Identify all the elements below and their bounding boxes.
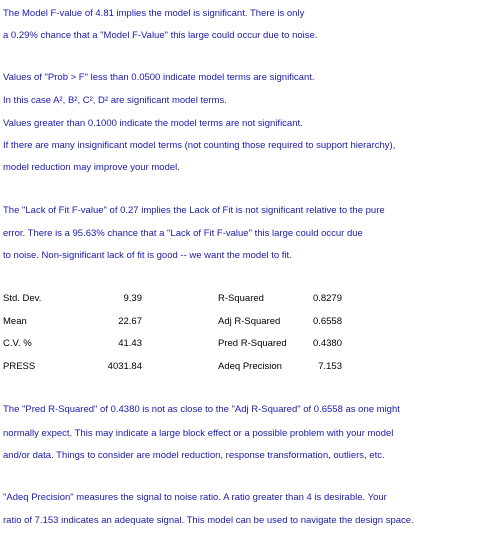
lack-of-fit-note-line-2: error. There is a 95.63% chance that a "Lack of Fit F-value" this large could occur due — [3, 228, 363, 239]
prob-note-line-1: Values of "Prob > F" less than 0.0500 indicate model terms are significant. — [3, 72, 315, 83]
mean-label: Mean — [3, 316, 27, 327]
lack-of-fit-note-line-3: to noise. Non-significant lack of fit is good -- we want the model to fit. — [3, 250, 292, 261]
press-value: 4031.84 — [107, 361, 142, 372]
cv-percent-label: C.V. % — [3, 338, 32, 349]
std-dev-label: Std. Dev. — [3, 293, 42, 304]
r-squared-label: R-Squared — [218, 293, 264, 304]
adeq-precision-label: Adeq Precision — [218, 361, 282, 372]
model-f-note-line-1: The Model F-value of 4.81 implies the model is significant. There is only — [3, 8, 305, 19]
r-squared-value: 0.8279 — [312, 293, 342, 304]
press-label: PRESS — [3, 361, 36, 372]
adj-r-squared-label: Adj R-Squared — [218, 316, 281, 327]
lack-of-fit-note-line-1: The "Lack of Fit F-value" of 0.27 implies the Lack of Fit is not significant relative to the pure — [3, 205, 385, 216]
adeq-precision-note-line-1: "Adeq Precision" measures the signal to noise ratio. A ratio greater than 4 is desirable. Your — [3, 492, 387, 503]
adeq-precision-note-line-2: ratio of 7.153 indicates an adequate signal. This model can be used to navigate the design space. — [3, 515, 414, 526]
pred-r-squared-note-line-2: normally expect. This may indicate a large block effect or a possible problem with your model — [3, 428, 394, 439]
pred-r-squared-label: Pred R-Squared — [218, 338, 287, 349]
model-f-note-line-2: a 0.29% chance that a "Model F-Value" this large could occur due to noise. — [3, 30, 318, 41]
pred-r-squared-note-line-3: and/or data. Things to consider are model reduction, response transformation, outliers, etc. — [3, 450, 385, 461]
pred-r-squared-note-line-1: The "Pred R-Squared" of 0.4380 is not as close to the "Adj R-Squared" of 0.6558 as one might — [3, 404, 400, 415]
adeq-precision-value: 7.153 — [318, 361, 342, 372]
prob-note-line-2: In this case A², B², C², D² are significant model terms. — [3, 95, 227, 106]
adj-r-squared-value: 0.6558 — [312, 316, 342, 327]
prob-note-line-4: If there are many insignificant model terms (not counting those required to support hierarchy), — [3, 140, 396, 151]
std-dev-value: 9.39 — [123, 293, 142, 304]
mean-value: 22.67 — [118, 316, 142, 327]
pred-r-squared-value: 0.4380 — [312, 338, 342, 349]
cv-percent-value: 41.43 — [118, 338, 142, 349]
prob-note-line-5: model reduction may improve your model. — [3, 162, 180, 173]
prob-note-line-3: Values greater than 0.1000 indicate the model terms are not significant. — [3, 118, 303, 129]
